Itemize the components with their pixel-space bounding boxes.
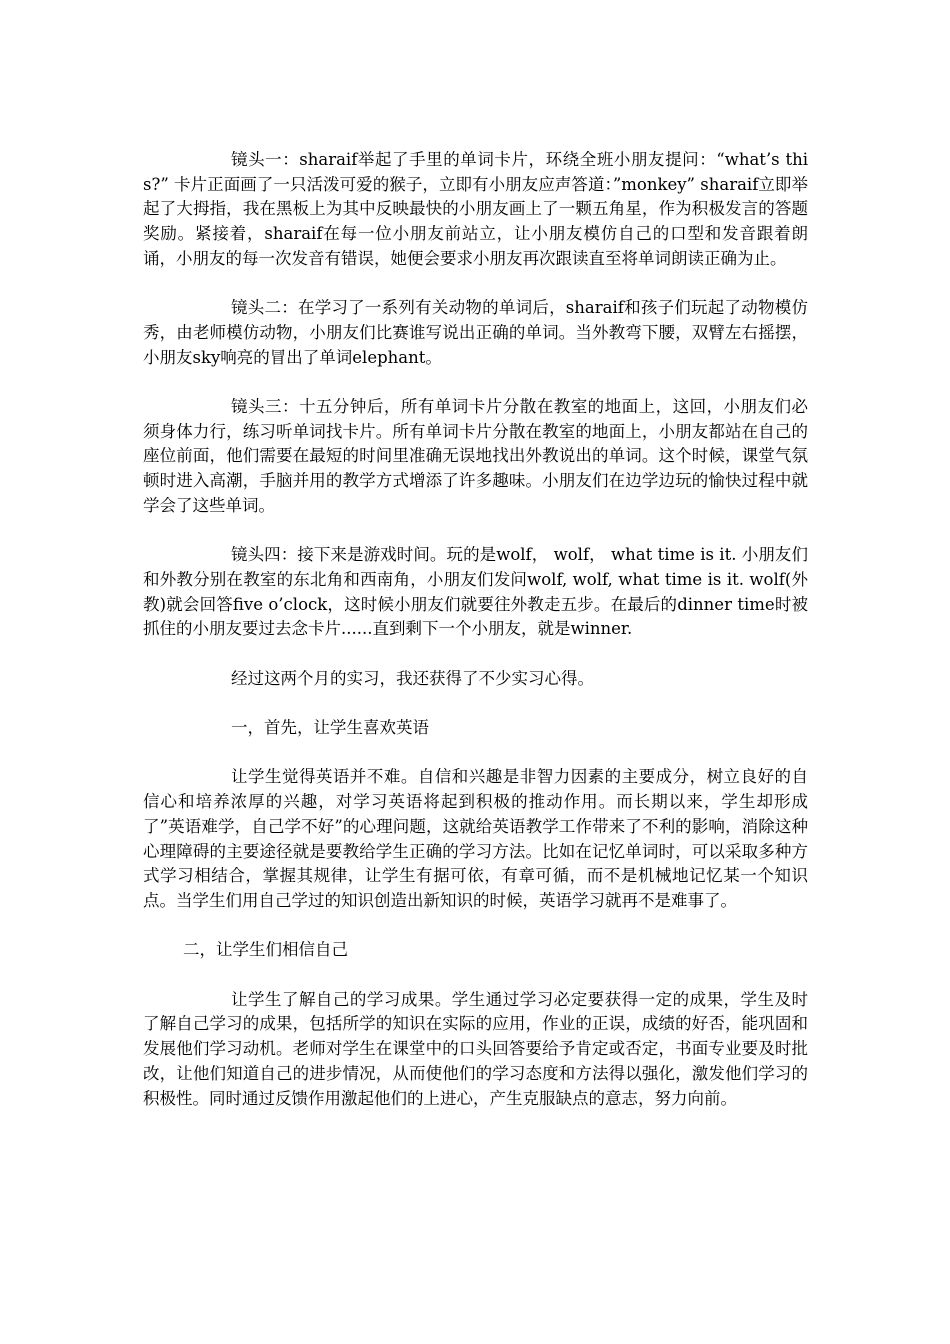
section-heading-two: 二，让学生们相信自己 [183, 940, 348, 960]
paragraph-shot-four: 镜头四：接下来是游戏时间。玩的是wolf， wolf， what time is it. 小朋友们和外教分别在教室的东北角和西南角，小朋友们发问wolf, wolf, what time is it. wolf(外教)就会回答five o’clock，这时候小朋友们就要往外教走五步。在最后的dinner time时被抓住的小朋友要过去念卡片......直到剩下一个小朋友，就是winner. [143, 545, 808, 639]
document-body [143, 148, 808, 1136]
paragraph-section-one-body: 让学生觉得英语并不难。自信和兴趣是非智力因素的主要成分，树立良好的自信心和培养浓厚的兴趣，对学习英语将起到积极的推动作用。而长期以来，学生却形成了”英语难学，自己学不好”的心理问题，这就给英语教学工作带来了不利的影响，消除这种心理障碍的主要途径就是要教给学生正确的学习方法。比如在记忆单词时，可以采取多种方式学习相结合，掌握其规律，让学生有据可依，有章可循，而不是机械地记忆某一个知识点。当学生们用自己学过的知识创造出新知识的时候，英语学习就再不是难事了。 [143, 767, 808, 910]
section-heading-one: 一，首先，让学生喜欢英语 [231, 718, 429, 738]
paragraph-shot-one: 镜头一：sharaif举起了手里的单词卡片，环绕全班小朋友提问：“what’s this?” 卡片正面画了一只活泼可爱的猴子，立即有小朋友应声答道：”monkey” sharaif立即举起了大拇指，我在黑板上为其中反映最快的小朋友画上了一颗五角星，作为积极发言的答题奖励。紧接着，sharaif在每一位小朋友前站立，让小朋友模仿自己的口型和发音跟着朗诵，小朋友的每一次发音有错误，她便会要求小朋友再次跟读直至将单词朗读正确为止。 [143, 150, 808, 268]
paragraph-shot-three: 镜头三：十五分钟后，所有单词卡片分散在教室的地面上，这回，小朋友们必须身体力行，练习听单词找卡片。所有单词卡片分散在教室的地面上，小朋友都站在自己的座位前面，他们需要在最短的时间里准确无误地找出外教说出的单词。这个时候，课堂气氛顿时进入高潮，手脑并用的教学方式增添了许多趣味。小朋友们在边学边玩的愉快过程中就学会了这些单词。 [143, 397, 808, 515]
paragraph-internship-summary: 经过这两个月的实习，我还获得了不少实习心得。 [231, 668, 594, 688]
paragraph-shot-two: 镜头二：在学习了一系列有关动物的单词后，sharaif和孩子们玩起了动物模仿秀，由老师模仿动物，小朋友们比赛谁写说出正确的单词。当外教弯下腰，双臂左右摇摆，小朋友sky响亮的冒出了单词elephant。 [143, 298, 808, 367]
paragraph-section-two-body: 让学生了解自己的学习成果。学生通过学习必定要获得一定的成果，学生及时了解自己学习的成果，包括所学的知识在实际的应用，作业的正误，成绩的好否，能巩固和发展他们学习动机。老师对学生在课堂中的口头回答要给予肯定或否定，书面专业要及时批改，让他们知道自己的进步情况，从而使他们的学习态度和方法得以强化，激发他们学习的积极性。同时通过反馈作用激起他们的上进心，产生克服缺点的意志，努力向前。 [143, 989, 808, 1108]
